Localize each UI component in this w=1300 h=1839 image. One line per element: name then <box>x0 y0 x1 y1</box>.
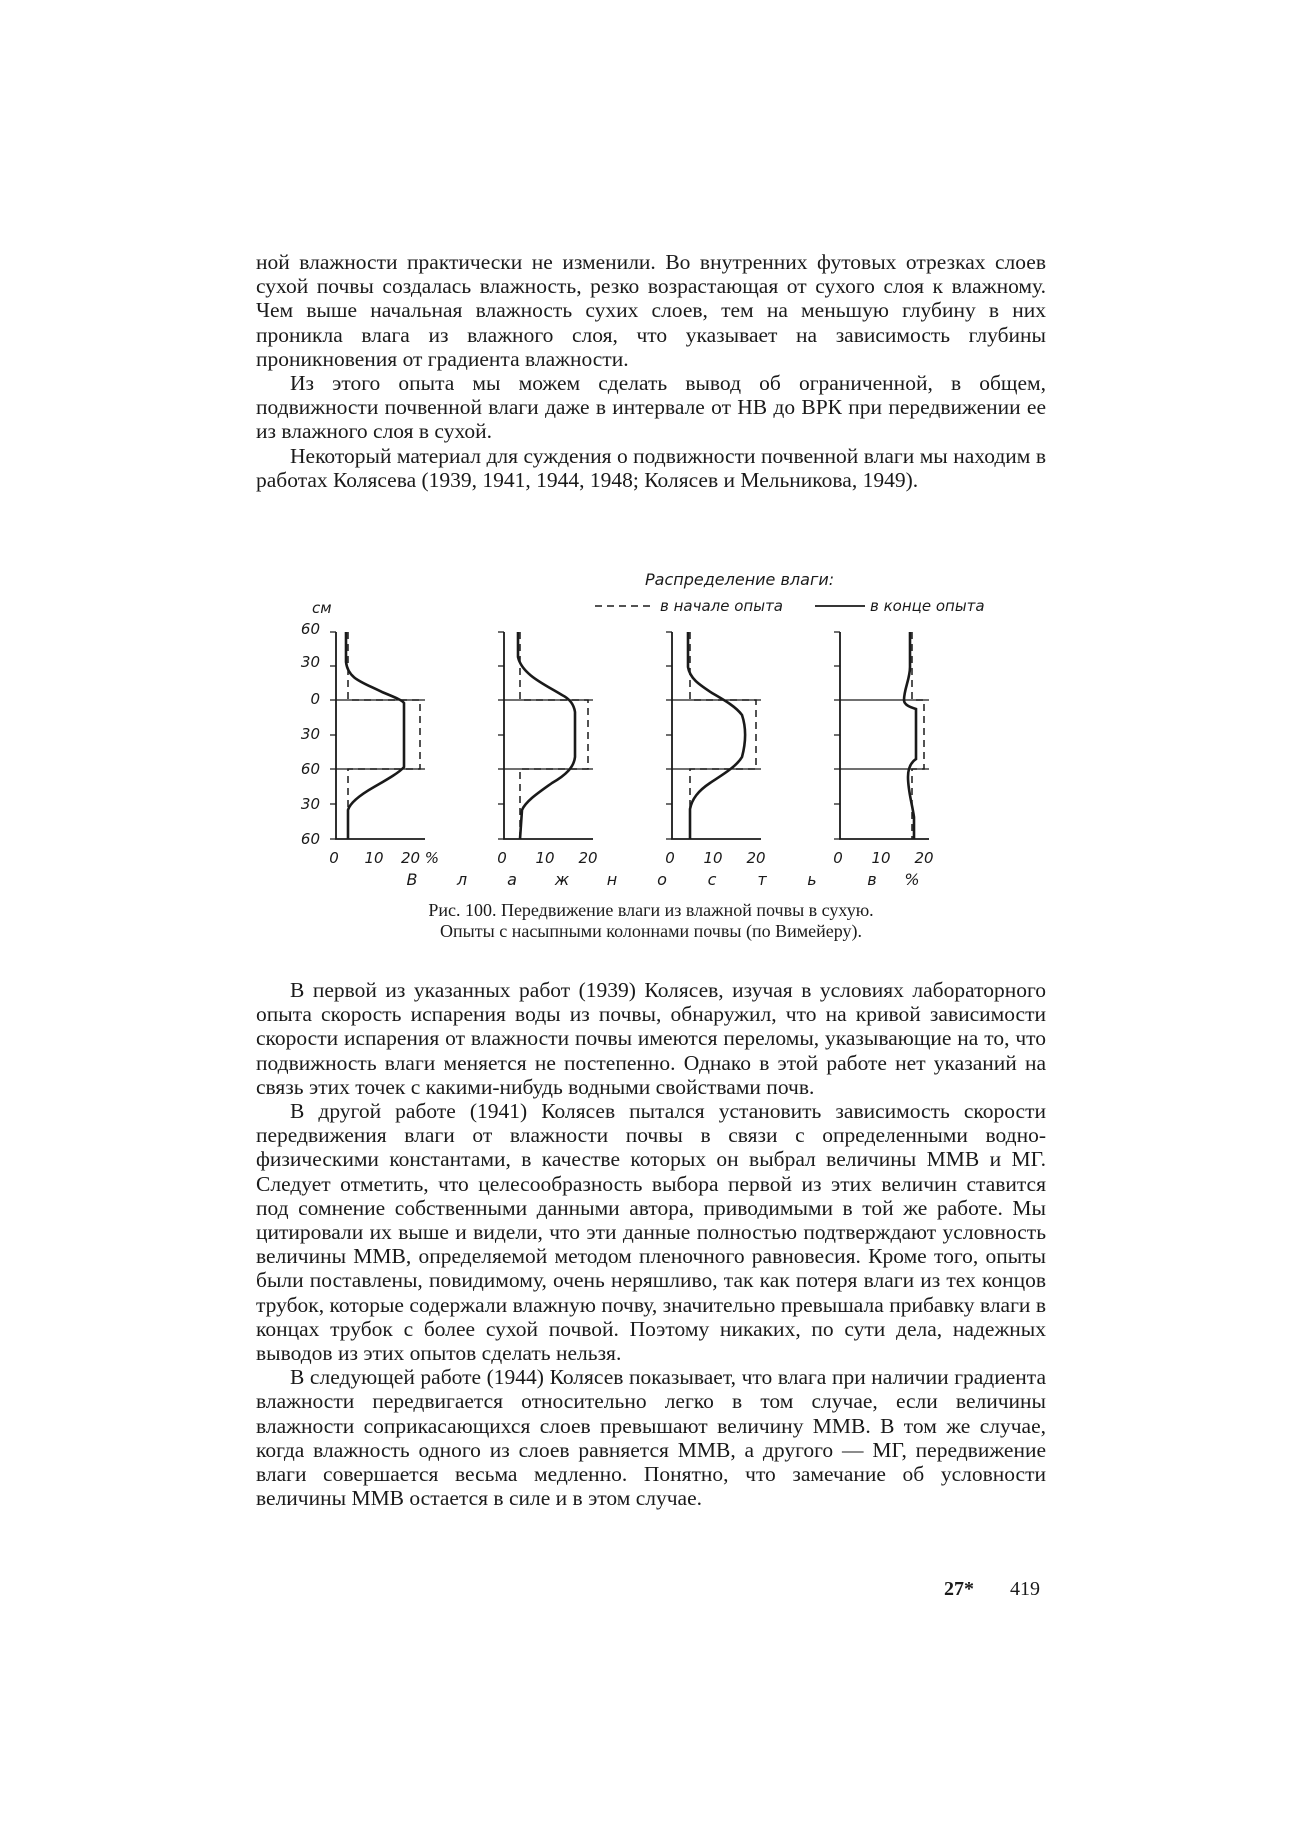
panel-4 <box>834 632 929 839</box>
y-tick-label: 60 <box>300 830 320 848</box>
layer-boundaries <box>504 700 593 769</box>
initial-moisture-dashed <box>912 632 924 839</box>
signature-mark: 27* <box>944 1578 974 1600</box>
x-tick-label: 20 <box>578 849 598 867</box>
y-tick-label: 60 <box>300 620 320 638</box>
x-tick-label: 0 <box>497 849 507 867</box>
paragraph: Из этого опыта мы можем сделать вывод об ограниченной, в общем, подвижности почвенной влаги даже в интервале от НВ до ВРК при передвижении ее из влажного слоя в сухой. <box>256 371 1046 444</box>
layer-boundaries <box>672 700 761 769</box>
figure-caption-line-2: Опыты с насыпными колоннами почвы (по Вимейеру). <box>440 921 862 941</box>
initial-moisture-dashed <box>520 632 588 839</box>
final-moisture-curve <box>518 632 575 839</box>
x-tick-label: 10 <box>535 849 555 867</box>
x-label-letter: с <box>707 870 717 887</box>
x-tick-label: 0 <box>329 849 339 867</box>
y-tick-label: 60 <box>300 760 320 778</box>
x-tick-label: 10 <box>703 849 723 867</box>
panel-3 <box>666 632 761 839</box>
axis-frame <box>504 632 593 839</box>
x-label-letter: о <box>657 870 667 887</box>
paragraph: В другой работе (1941) Колясев пытался установить зависимость скорости передвижения влаги от влажности почвы в связи с определенными водно-физическими константами, в качестве которых он выбрал величины ММВ и МГ. Следует отметить, что целесообразность выбора первой из этих величин ставится под сомнение собственными данными автора, приводимыми в той же работе. Мы цитировали их выше и видели, что эти данные полностью подтверждают условность величины ММВ, определяемой методом пленочного равновесия. Кроме того, опыты были поставлены, повидимому, очень неряшливо, так как потеря влаги из тех концов трубок, которые содержали влажную почву, значительно превышала прибавку влаги в концах трубок с более сухой почвой. Поэтому никаких, по сути дела, надежных выводов из этих опытов сделать нельзя. <box>256 1099 1046 1366</box>
x-label-letter: ж <box>554 870 570 887</box>
paragraph: В следующей работе (1944) Колясев показывает, что влага при наличии градиента влажности передвигается относительно легко в том случае, если величины влажности соприкасающихся слоев превышают величину ММВ. В том же случае, когда влажность одного из слоев равняется ММВ, а другого — МГ, передвижение влаги совершается весьма медленно. Понятно, что замечание об условности величины ММВ остается в силе и в этом случае. <box>256 1365 1046 1511</box>
x-label-letter: л <box>456 870 468 887</box>
x-label-letter: в <box>867 870 877 887</box>
x-tick-label: 0 <box>665 849 675 867</box>
x-tick-label: 20 % <box>400 849 440 867</box>
x-tick-label: 20 <box>914 849 934 867</box>
axis-frame <box>672 632 761 839</box>
y-tick-label: 30 <box>300 725 320 743</box>
x-label-letter: В <box>406 870 418 887</box>
text-block-bottom <box>256 978 1046 1510</box>
x-tick-label: 10 <box>364 849 384 867</box>
figure-caption: Рис. 100. Передвижение влаги из влажной почвы в сухую. <box>428 900 874 920</box>
text-block-top <box>256 250 1046 492</box>
paragraph: В первой из указанных работ (1939) Колясев, изучая в условиях лабораторного опыта скорость испарения воды из почвы, обнаружил, что на кривой зависимости скорости испарения от влажности почвы имеются переломы, указывающие на то, что подвижность влаги меняется не постепенно. Однако в этой работе нет указаний на связь этих точек с какими-нибудь водными свойствами почв. <box>256 978 1046 1099</box>
x-label-letter: т <box>757 870 767 887</box>
final-moisture-curve <box>346 632 404 839</box>
x-label-letter: ь <box>807 870 817 887</box>
x-tick-label: 20 <box>746 849 766 867</box>
y-tick-label: 30 <box>300 795 320 813</box>
legend-dashed-label: в начале опыта <box>660 597 784 615</box>
final-moisture-curve <box>904 632 916 839</box>
tick-marks <box>666 632 672 839</box>
legend-title: Распределение влаги: <box>645 570 835 589</box>
x-tick-label: 10 <box>871 849 891 867</box>
panel-2 <box>498 632 593 839</box>
x-label-letter: % <box>904 870 920 887</box>
paragraph: Некоторый материал для суждения о подвижности почвенной влаги мы находим в работах Колясева (1939, 1941, 1944, 1948; Колясев и Мельникова, 1949). <box>256 443 1046 492</box>
y-tick-label: 0 <box>310 690 320 708</box>
x-label-letter: н <box>606 870 618 887</box>
paragraph: ной влажности практически не изменили. Во внутренних футовых отрезках слоев сухой почвы создалась влажность, резко возрастающая от сухого слоя к влажному. Чем выше начальная влажность сухих слоев, тем на меньшую глубину в них проникла влага из влажного слоя, что указывает на зависимость глубины проникновения от градиента влажности. <box>256 250 1046 371</box>
initial-moisture-dashed <box>348 632 420 839</box>
x-label-letter: а <box>507 870 517 887</box>
y-unit-label: см <box>312 599 332 617</box>
page-number: 419 <box>1010 1578 1040 1600</box>
x-tick-label: 0 <box>833 849 843 867</box>
legend-solid-label: в конце опыта <box>870 597 985 615</box>
y-tick-label: 30 <box>300 653 320 671</box>
moisture-figure <box>290 567 1010 887</box>
panel-1 <box>330 632 425 839</box>
final-moisture-curve <box>688 632 745 839</box>
layer-boundaries <box>336 700 425 769</box>
